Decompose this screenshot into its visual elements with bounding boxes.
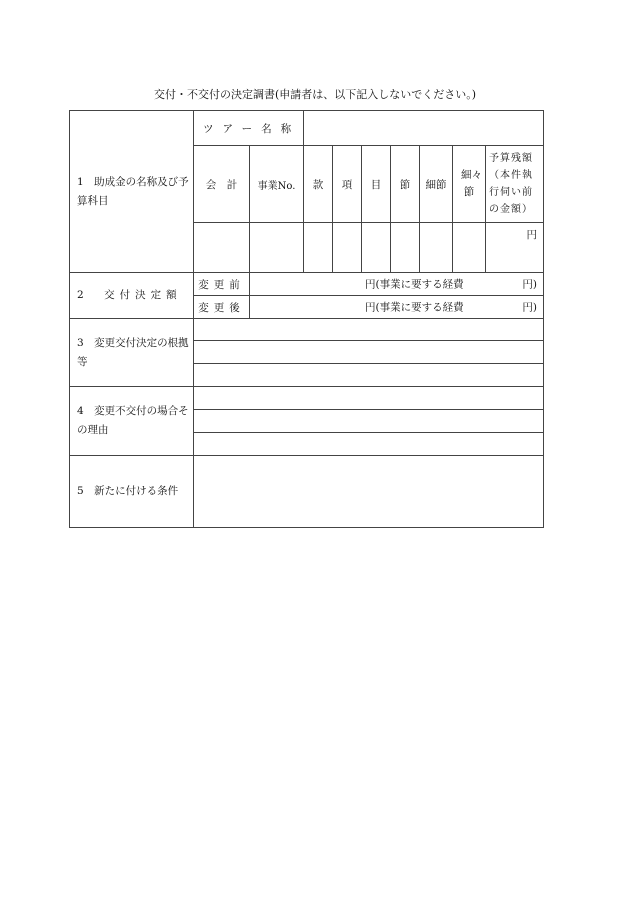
col-kan: 款 <box>304 146 333 223</box>
col-budget-remaining: 予算残額（本件執行伺い前の金額） <box>486 146 544 223</box>
col-moku: 目 <box>362 146 391 223</box>
col-kou: 項 <box>333 146 362 223</box>
section4-line-1[interactable] <box>194 387 544 410</box>
section3-label: 3 変更交付決定の根拠等 <box>70 319 194 387</box>
section3-line-2[interactable] <box>194 341 544 364</box>
section4-line-3[interactable] <box>194 433 544 456</box>
cell-project-no[interactable] <box>250 223 304 273</box>
yen-unit: 円 <box>526 229 538 241</box>
col-saisaisetsu: 細々節 <box>453 146 486 223</box>
tour-name-label: ツアー名称 <box>194 111 304 146</box>
before-change-amount[interactable] <box>250 273 544 296</box>
before-amount-text: 円(事業に要する経費 <box>365 278 464 291</box>
after-amount-text: 円(事業に要する経費 <box>365 301 464 314</box>
cell-kan[interactable] <box>304 223 333 273</box>
section5-field[interactable] <box>194 456 544 528</box>
cell-setsu[interactable] <box>391 223 420 273</box>
cell-saisetsu[interactable] <box>420 223 453 273</box>
cell-kou[interactable] <box>333 223 362 273</box>
cell-account[interactable] <box>194 223 250 273</box>
cell-moku[interactable] <box>362 223 391 273</box>
section3-line-1[interactable] <box>194 319 544 341</box>
section1-label: 1 助成金の名称及び予算科目 <box>70 111 194 273</box>
section5-label: 5 新たに付ける条件 <box>70 456 194 528</box>
col-project-no: 事業No. <box>250 146 304 223</box>
after-change-label: 変更後 <box>194 296 250 319</box>
section3-line-3[interactable] <box>194 364 544 387</box>
section4-label: 4 変更不交付の場合その理由 <box>70 387 194 456</box>
cell-saisaisetsu[interactable] <box>453 223 486 273</box>
document-title: 交付・不交付の決定調書(申請者は、以下記入しないでください。) <box>153 88 477 101</box>
section4-line-2[interactable] <box>194 410 544 433</box>
col-setsu: 節 <box>391 146 420 223</box>
after-amount-close: 円) <box>522 301 538 314</box>
col-saisetsu: 細節 <box>420 146 453 223</box>
section2-label: 2 交付決定額 <box>70 273 194 319</box>
after-change-amount[interactable] <box>250 296 544 319</box>
decision-form-table <box>69 110 544 528</box>
before-change-label: 変更前 <box>194 273 250 296</box>
tour-name-field[interactable] <box>304 111 544 146</box>
before-amount-close: 円) <box>522 278 538 291</box>
col-account: 会 計 <box>194 146 250 223</box>
cell-budget-remaining[interactable] <box>486 223 544 273</box>
